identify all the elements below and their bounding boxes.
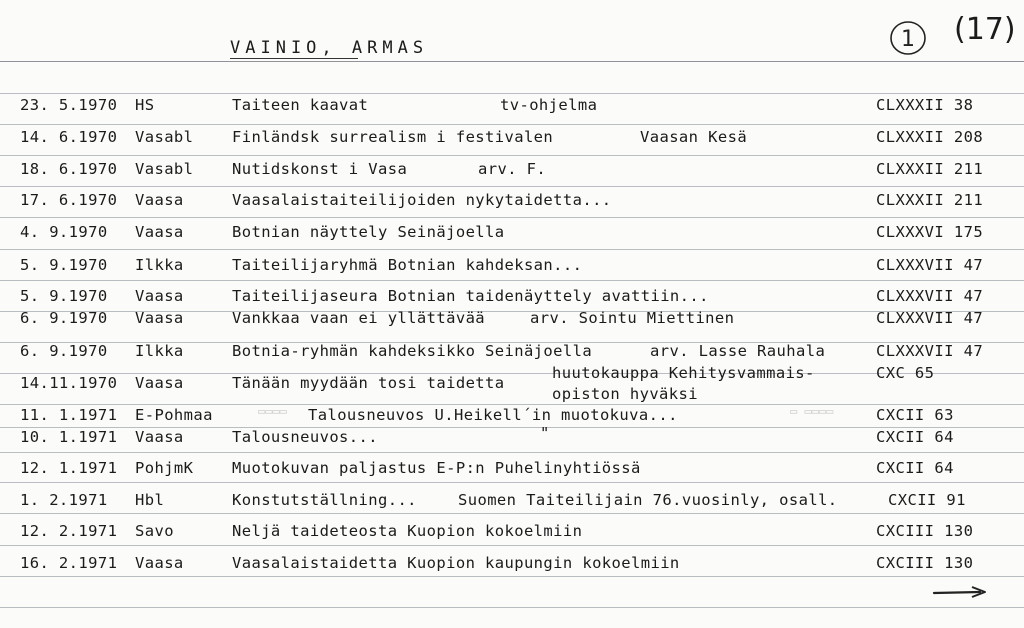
row-title: Vaasalaistaiteilijoiden nykytaidetta... (232, 191, 612, 209)
row-reference: CLXXXII 211 (876, 191, 984, 209)
row-source: Ilkka (135, 342, 184, 360)
row-date: 6. 9.1970 (20, 309, 108, 327)
row-reference: CXC 65 (876, 364, 935, 382)
row-title: Talousneuvos U.Heikell´in muotokuva... (308, 406, 678, 424)
row-date: 12. 1.1971 (20, 459, 118, 477)
ruled-line (0, 155, 1024, 156)
row-reference: CLXXXVII 47 (876, 287, 984, 305)
row-date: 17. 6.1970 (20, 191, 118, 209)
ruled-line (0, 186, 1024, 187)
row-reference: CXCIII 130 (876, 554, 974, 572)
bleed-through-mark: ▭ ▭▭▭▭ (790, 404, 834, 418)
row-reference: CXCII 64 (876, 428, 954, 446)
row-source: HS (135, 96, 155, 114)
ruled-line (0, 607, 1024, 608)
row-reference: CXCII 91 (888, 491, 966, 509)
ruled-line (0, 280, 1024, 281)
row-reference: CLXXXII 211 (876, 160, 984, 178)
row-date: 14.11.1970 (20, 374, 118, 392)
row-source: PohjmK (135, 459, 194, 477)
row-date: 4. 9.1970 (20, 223, 108, 241)
ruled-line (0, 576, 1024, 577)
row-note: huutokauppa Kehitysvammais- (552, 364, 815, 382)
row-source: Vaasa (135, 374, 184, 392)
ruled-line (0, 93, 1024, 94)
row-source: Vaasa (135, 191, 184, 209)
header-rule (0, 61, 1024, 62)
row-source: Vasabl (135, 160, 194, 178)
row-note: arv. F. (478, 160, 547, 178)
row-date: 10. 1.1971 (20, 428, 118, 446)
row-reference: CXCII 63 (876, 406, 954, 424)
ruled-line (0, 217, 1024, 218)
continue-arrow-icon (932, 584, 988, 600)
row-reference: CLXXXII 38 (876, 96, 974, 114)
ruled-line (0, 404, 1024, 405)
ditto-mark: " (540, 424, 550, 442)
row-source: E-Pohmaa (135, 406, 213, 424)
row-title: Botnia-ryhmän kahdeksikko Seinäjoella (232, 342, 593, 360)
row-title: Vankkaa vaan ei yllättävää (232, 309, 486, 327)
row-source: Vaasa (135, 309, 184, 327)
row-title: Taiteilijaryhmä Botnian kahdeksan... (232, 256, 583, 274)
row-date: 23. 5.1970 (20, 96, 118, 114)
row-source: Hbl (135, 491, 165, 509)
row-title: Konstutställning... (232, 491, 417, 509)
row-title: Taiteen kaavat (232, 96, 369, 114)
row-note: arv. Lasse Rauhala (650, 342, 826, 360)
row-title: Muotokuvan paljastus E-P:n Puhelinyhtiössä (232, 459, 641, 477)
row-source: Savo (135, 522, 174, 540)
row-date: 16. 2.1971 (20, 554, 118, 572)
row-note: Suomen Taiteilijain 76.vuosinly, osall. (458, 491, 838, 509)
row-date: 14. 6.1970 (20, 128, 118, 146)
row-source: Vaasa (135, 554, 184, 572)
row-reference: CXCIII 130 (876, 522, 974, 540)
ruled-line (0, 513, 1024, 514)
row-note: arv. Sointu Miettinen (530, 309, 735, 327)
person-name: VAINIO, ARMAS (230, 38, 429, 58)
row-title: Taiteilijaseura Botnian taidenäyttely avattiin... (232, 287, 709, 305)
row-date: 18. 6.1970 (20, 160, 118, 178)
row-reference: CLXXXII 208 (876, 128, 984, 146)
sheet-number: (17) (954, 12, 1016, 47)
row-title: Talousneuvos... (232, 428, 378, 446)
row-title: Finländsk surrealism i festivalen (232, 128, 554, 146)
row-date: 1. 2.1971 (20, 491, 108, 509)
row-source: Ilkka (135, 256, 184, 274)
row-reference: CLXXXVII 47 (876, 342, 984, 360)
row-date: 11. 1.1971 (20, 406, 118, 424)
row-source: Vasabl (135, 128, 194, 146)
ruled-line (0, 124, 1024, 125)
row-reference: CLXXXVII 47 (876, 309, 984, 327)
row-note: tv-ohjelma (500, 96, 598, 114)
row-source: Vaasa (135, 223, 184, 241)
row-reference: CXCII 64 (876, 459, 954, 477)
circled-card-number (888, 18, 928, 58)
ruled-line (0, 482, 1024, 483)
ruled-line (0, 452, 1024, 453)
row-date: 6. 9.1970 (20, 342, 108, 360)
row-note: Vaasan Kesä (640, 128, 748, 146)
row-date: 5. 9.1970 (20, 256, 108, 274)
row-title: Neljä taideteosta Kuopion kokoelmiin (232, 522, 583, 540)
row-title: Vaasalaistaidetta Kuopion kaupungin kokoelmiin (232, 554, 680, 572)
row-title: Tänään myydään tosi taidetta (232, 374, 505, 392)
row-date: 5. 9.1970 (20, 287, 108, 305)
card-number: 1 (901, 27, 915, 52)
row-reference: CLXXXVII 47 (876, 256, 984, 274)
row-source: Vaasa (135, 428, 184, 446)
name-underline (230, 58, 358, 59)
row-title: Botnian näyttely Seinäjoella (232, 223, 505, 241)
row-note-continued: opiston hyväksi (552, 385, 698, 403)
row-title: Nutidskonst i Vasa (232, 160, 408, 178)
row-date: 12. 2.1971 (20, 522, 118, 540)
bleed-through-mark: ▭▭▭▭ (258, 404, 287, 418)
ruled-line (0, 545, 1024, 546)
ruled-line (0, 249, 1024, 250)
row-reference: CLXXXVI 175 (876, 223, 984, 241)
row-source: Vaasa (135, 287, 184, 305)
